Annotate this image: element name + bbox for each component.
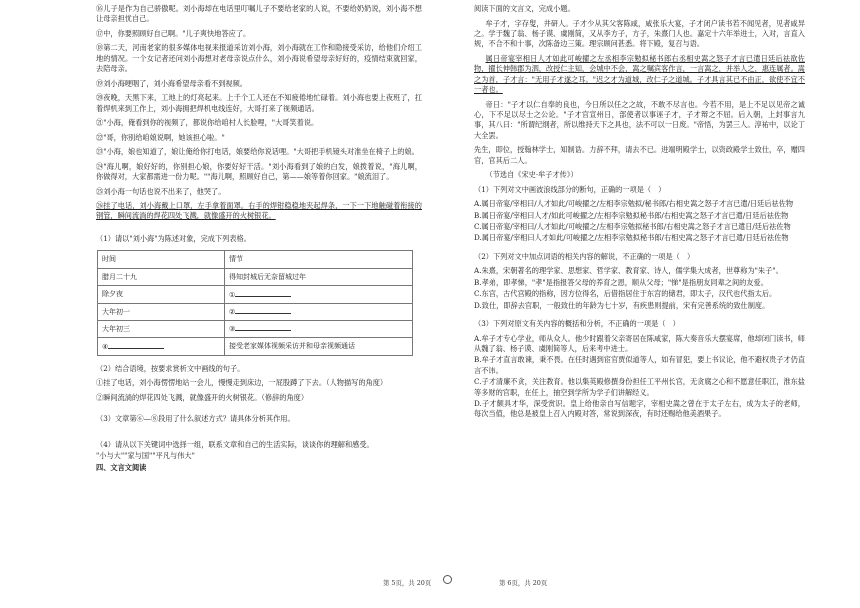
paragraph-24: ㉔"海儿啊，娘好好的，你别担心娘，你要好好干活。"刘小海看到了娘的白发，娘拨着说，"海儿啊，你做得对，大家都需进一份力呢。""海儿啊，照顾好自己，第——娘等着你回家。"娘流泪了。: [96, 161, 422, 182]
table-cell-time: 大年初三: [98, 320, 225, 337]
option-d[interactable]: D.子才颇具才华，深受赏识。皇上给他亲自写信题字，宰相史嵩之曾在于太子左右，成为太子的老师，每次当值，他总是被皇上召入内殿对答，常说到深夜，有时还赐给他美酒果子。: [474, 399, 805, 419]
section-title: 四、文言文阅读: [96, 462, 147, 472]
passage-paragraph: 帝日："子才以仁自奉的良也，今日所以任之之故，不敢不尽言也。今若不用，是上不足以见帝之诚心，下不足以尽士之公论。"子才官宣州日，部使者以事诬子才，子才辩之不屈。后入朝，上封事言九事，其八曰："所谓纪纲者，所以维持天下之具也，法不可以一日废。"帝悟，为罢三人。淳祐中，以论丁大全罢。: [474, 99, 805, 140]
question-2a: ①挂了电话，刘小海愣愣地站一会儿，慢慢走到床边，一屁股蹲了下去。（人物描写的角度）: [96, 378, 388, 388]
option-a[interactable]: A.朱熹，宋朝著名的理学家、思想家、哲学家、教育家、诗人，儒学集大成者，世尊称为"朱子"。: [474, 266, 783, 276]
answer-marker: ④: [102, 342, 109, 351]
table-header-row: [98, 251, 413, 268]
paragraph-26: ㉖挂了电话，刘小海戴上口罩，左手拿着面罩。右手的焊钳稳稳地夹起焊条，一下一下地触碰着衔接的钢管，瞬间流淌的焊花四处飞溅，就像盛开的火树银花。: [96, 201, 422, 221]
paragraph-17: ⑰中，你要照顾好自己啊。"儿子爽快地答应了。: [96, 28, 251, 38]
reading-intro: 阅读下面的文言文，完成小题。: [474, 4, 575, 13]
option-a[interactable]: A.属日帝宴/宰相曰/人才如此/可峻擢之/左相李宗勉拟/秘书郎/右相史嵩之怒子才言已遣/日廷后祛佐物: [474, 199, 794, 209]
question-a: （1）下列对文中画波浪线部分的断句，正确的一项是（ ）: [474, 184, 666, 194]
table-cell-event: 得知封城后无奈留城过年: [225, 268, 413, 285]
table-header-event: 情节: [225, 251, 413, 268]
option-b[interactable]: B.牟子才直言敢谏，秉不畏。在任时遇到宦官贾似道等人，如有冒犯，要上书议论，他不避权贵子才仍直言不讳。: [474, 355, 806, 375]
paragraph-19: ⑲刘小海哽咽了，刘小海希望母亲看不到视频。: [96, 78, 247, 88]
passage-paragraph: 先生，即位，授翰林学士，知制诰。力辞不拜，请去不已。进端明殿学士，以资政殿学士致仕，卒，赠四官，官其后二人。: [474, 145, 805, 165]
passage-wavy-segment: 属日帝宴宰相日人才如此可峻擢之左丞相李宗勉拟秘书郎右丞相史嵩之怒子才言已遣日廷后祛欲佐物，擢长伸韩郡为泗，改授仁主知，会城中不会，嵩之嘱宾客作言，一言嵩之，并举人之，惠连属者。嵩之为首，子才言："无用子才遂之耳。"迟之才为道城，改仁子之道城。子才具言其已不由正，欲使不宜不一者也。: [474, 53, 805, 95]
table-row: [98, 286, 413, 303]
paragraph-18: ⑱第二天，河南老家的很多媒体电视来报道采访刘小海，刘小海就在工作和隐接受采访，给他们介绍工地的情况。一个女记者还问刘小海想对老母亲说点什么，刘小海说希望母亲好好的，疫情结束就回家，去陪母亲。: [96, 43, 422, 74]
question-4-keywords: "小与大""家与国""平凡与伟大": [96, 451, 195, 461]
table-row: [98, 303, 413, 320]
passage-source: （节选自《宋史·牟子才传》）: [485, 170, 578, 180]
answer-blank[interactable]: [235, 306, 291, 314]
question-2: （2）结合语境，按要求赏析文中画线的句子。: [96, 363, 245, 373]
table-header-time: 时间: [98, 251, 225, 268]
answer-blank[interactable]: [235, 323, 291, 331]
table-cell-time: 大年初一: [98, 303, 225, 320]
answer-blank[interactable]: [108, 341, 164, 349]
question-c: （3）下列对原文有关内容的概括和分析，不正确的一项是（ ）: [474, 319, 680, 329]
paragraph-25: ㉕刘小海一句话也说不出来了，他哭了。: [96, 186, 226, 196]
table-cell-event[interactable]: [225, 286, 413, 303]
answer-marker: ①: [229, 290, 236, 299]
question-2b: ②瞬间流淌的焊花四处飞溅，就像盛开的火树银花。（修辞的角度）: [96, 392, 309, 402]
option-a[interactable]: A.牟子才专心学业，师从众人。他少时跟着父亲寄居在陈咸家，陈大奏音乐大摆宴席，他却闭门读书，师从魏了翁、杨子谟、虞刚简等人，后来考中进士。: [474, 333, 805, 353]
question-b: （2）下列对文中加点词语的相关内容的解说，不正确的一项是（ ）: [474, 251, 695, 261]
table-cell-event: 接受老家媒体视频采访并和母亲视频通话: [225, 338, 413, 355]
page-number-left: 第 5页，共 20页: [383, 579, 432, 587]
plot-table: [97, 250, 413, 355]
paragraph-20: ⑳夜晚，天黑下来，工地上的灯亮起来。上千个工人还在不知疲倦地忙碌着。刘小海也要上夜班了，扛着焊机来到工作上，刘小海拥把焊机电线连好，大哥打来了视频通话。: [96, 93, 422, 113]
passage-paragraph: 牟子才，字存叟，井研人。子才少从其父客陈咸，咸张乐大宴，子才闭户读书若不闻见者，见者咸异之。学于魏了翁、杨子谟、虞刚简，又从李方子，方子，朱熹门人也。嘉定十六年举进士，入对，言直入规，不合不和十事，次陈备边三策。理宗顾问甚悉。将下殿，复召与语。: [474, 18, 805, 49]
left-column: [96, 0, 422, 477]
table-row: [98, 268, 413, 285]
question-3: （3）文章第⑥—⑧段用了什么叙述方式？请具体分析其作用。: [96, 414, 295, 424]
option-b[interactable]: B.孝弟，即孝悌，"孝"是指报答父母的养育之恩，顺从父母；"悌"是指朋友同辈之间的友爱。: [474, 277, 768, 287]
table-cell-event[interactable]: [225, 303, 413, 320]
table-cell-time[interactable]: [98, 338, 225, 355]
fold-circle-icon: [443, 575, 452, 584]
table-cell-time: 腊月二十九: [98, 268, 225, 285]
table-row: [98, 320, 413, 337]
paragraph-23: ㉓"小海，娘也知道了，娘让俺给你打电话，娘要给你说话哩。"大哥把手机镜头对准坐在椅子上的娘。: [96, 147, 419, 157]
answer-marker: ③: [229, 325, 236, 334]
paragraph-22: ㉒"哥，你别给咱娘说啊，她该担心啦。": [96, 132, 225, 142]
answer-blank[interactable]: [235, 289, 291, 297]
question-4: （4）请从以下关键词中选择一组，联系文章和自己的生活实际，谈谈你的理解和感受。: [96, 439, 374, 449]
table-cell-time: 除夕夜: [98, 286, 225, 303]
option-d[interactable]: D.属日帝宴/宰相曰人才如此/可峻擢之/左相李宗勉拟秘书郎/右相史嵩之怒子才言已遣/日廷后祛佐物: [474, 233, 789, 243]
paragraph-16: ⑯儿子是作为自己骄傲呢。刘小海却在电话里叮嘱儿子不要给老家的人说，不要给奶奶说，刘小海不想让母亲担忧自己。: [96, 4, 422, 24]
table-row: [98, 338, 413, 355]
question-1: （1）请以"刘小海"为陈述对象，完成下列表格。: [96, 233, 251, 243]
option-c[interactable]: C.东宫，古代宫殿的指称，因方位得名，后借指居住于东宫的储君，即太子，汉代也代指太后。: [474, 289, 777, 299]
option-b[interactable]: B.属日帝宴/宰相曰人才/如此可峻擢之/左相李宗勉拟秘书郎/右相史嵩之怒子才言已遣/日廷后祛佐物: [474, 210, 789, 220]
table-cell-event[interactable]: [225, 320, 413, 337]
right-column: [474, 0, 805, 424]
paragraph-21: ㉑"小海，俺看到你的视频了，都说你给咱村人长脸哩，"大哥笑着说。: [96, 118, 319, 128]
option-d[interactable]: D.致仕，即辞去官职，一般致仕的年龄为七十岁，有疾患则提前，宋有完善系统的致仕制度。: [474, 300, 770, 310]
option-c[interactable]: C.子才清廉不贪，关注教育。他以集英殿修撰身份担任工平州长官，无贪腐之心和不愿意任职江，淮东盐等多财的官职，在任上，抽空到学所为学子们讲解经义。: [474, 377, 805, 397]
page-number-right: 第 6页，共 20页: [499, 579, 548, 587]
answer-marker: ②: [229, 308, 236, 316]
option-c[interactable]: C.属日帝宴/宰相曰/人才如此/可峻擢之/左相李宗勉拟秘书郎/右相史嵩之怒子才言已遣日/廷后祛佐物: [474, 221, 791, 231]
